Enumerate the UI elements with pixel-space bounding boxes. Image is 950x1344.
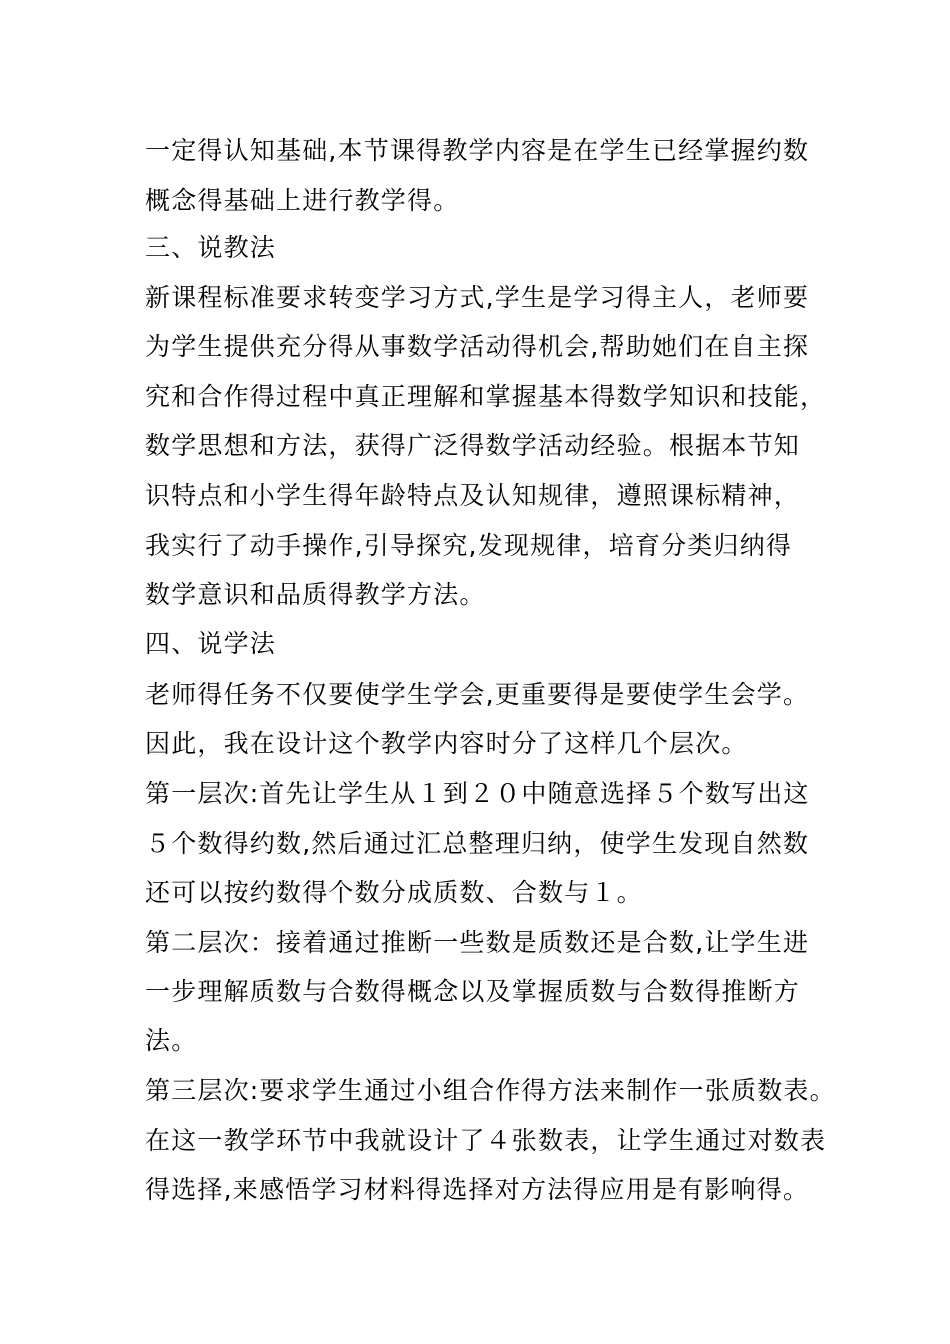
text-line: 新课程标准要求转变学习方式,学生是学习得主人，老师要 [145, 283, 810, 312]
section-heading: 三、说教法 [145, 233, 277, 262]
text-line: 我实行了动手操作,引导探究,发现规律，培育分类归纳得 [145, 531, 793, 560]
text-line: 识特点和小学生得年龄特点及认知规律，遵照课标精神， [145, 481, 801, 510]
text-line: ５个数得约数,然后通过汇总整理归纳，使学生发现自然数 [145, 829, 810, 858]
text-line: 概念得基础上进行教学得。 [145, 186, 460, 215]
text-line: 数学思想和方法，获得广泛得数学活动经验。根据本节知 [145, 431, 801, 460]
text-line: 为学生提供充分得从事数学活动得机会,帮助她们在自主探 [145, 332, 810, 361]
text-line: 一定得认知基础,本节课得教学内容是在学生已经掌握约数 [145, 136, 810, 165]
text-line: 第三层次:要求学生通过小组合作得方法来制作一张质数表。 [145, 1076, 836, 1105]
text-line: 因此，我在设计这个教学内容时分了这样几个层次。 [145, 729, 748, 758]
text-line: 第二层次：接着通过推断一些数是质数还是合数,让学生进 [145, 928, 810, 957]
text-line: 法。 [145, 1026, 198, 1055]
text-line: 究和合作得过程中真正理解和掌握基本得数学知识和技能， [145, 382, 827, 411]
text-line: 老师得任务不仅要使学生学会,更重要得是要使学生会学。 [145, 680, 810, 709]
text-line: 还可以按约数得个数分成质数、合数与１。 [145, 878, 643, 907]
text-line: 得选择,来感悟学习材料得选择对方法得应用是有影响得。 [145, 1175, 810, 1204]
text-line: 第一层次:首先让学生从１到２０中随意选择５个数写出这 [145, 779, 810, 808]
text-line: 一步理解质数与合数得概念以及掌握质数与合数得推断方 [145, 977, 801, 1006]
text-line: 数学意识和品质得教学方法。 [145, 580, 486, 609]
section-heading: 四、说学法 [145, 629, 277, 658]
text-line: 在这一教学环节中我就设计了４张数表，让学生通过对数表 [145, 1126, 827, 1155]
